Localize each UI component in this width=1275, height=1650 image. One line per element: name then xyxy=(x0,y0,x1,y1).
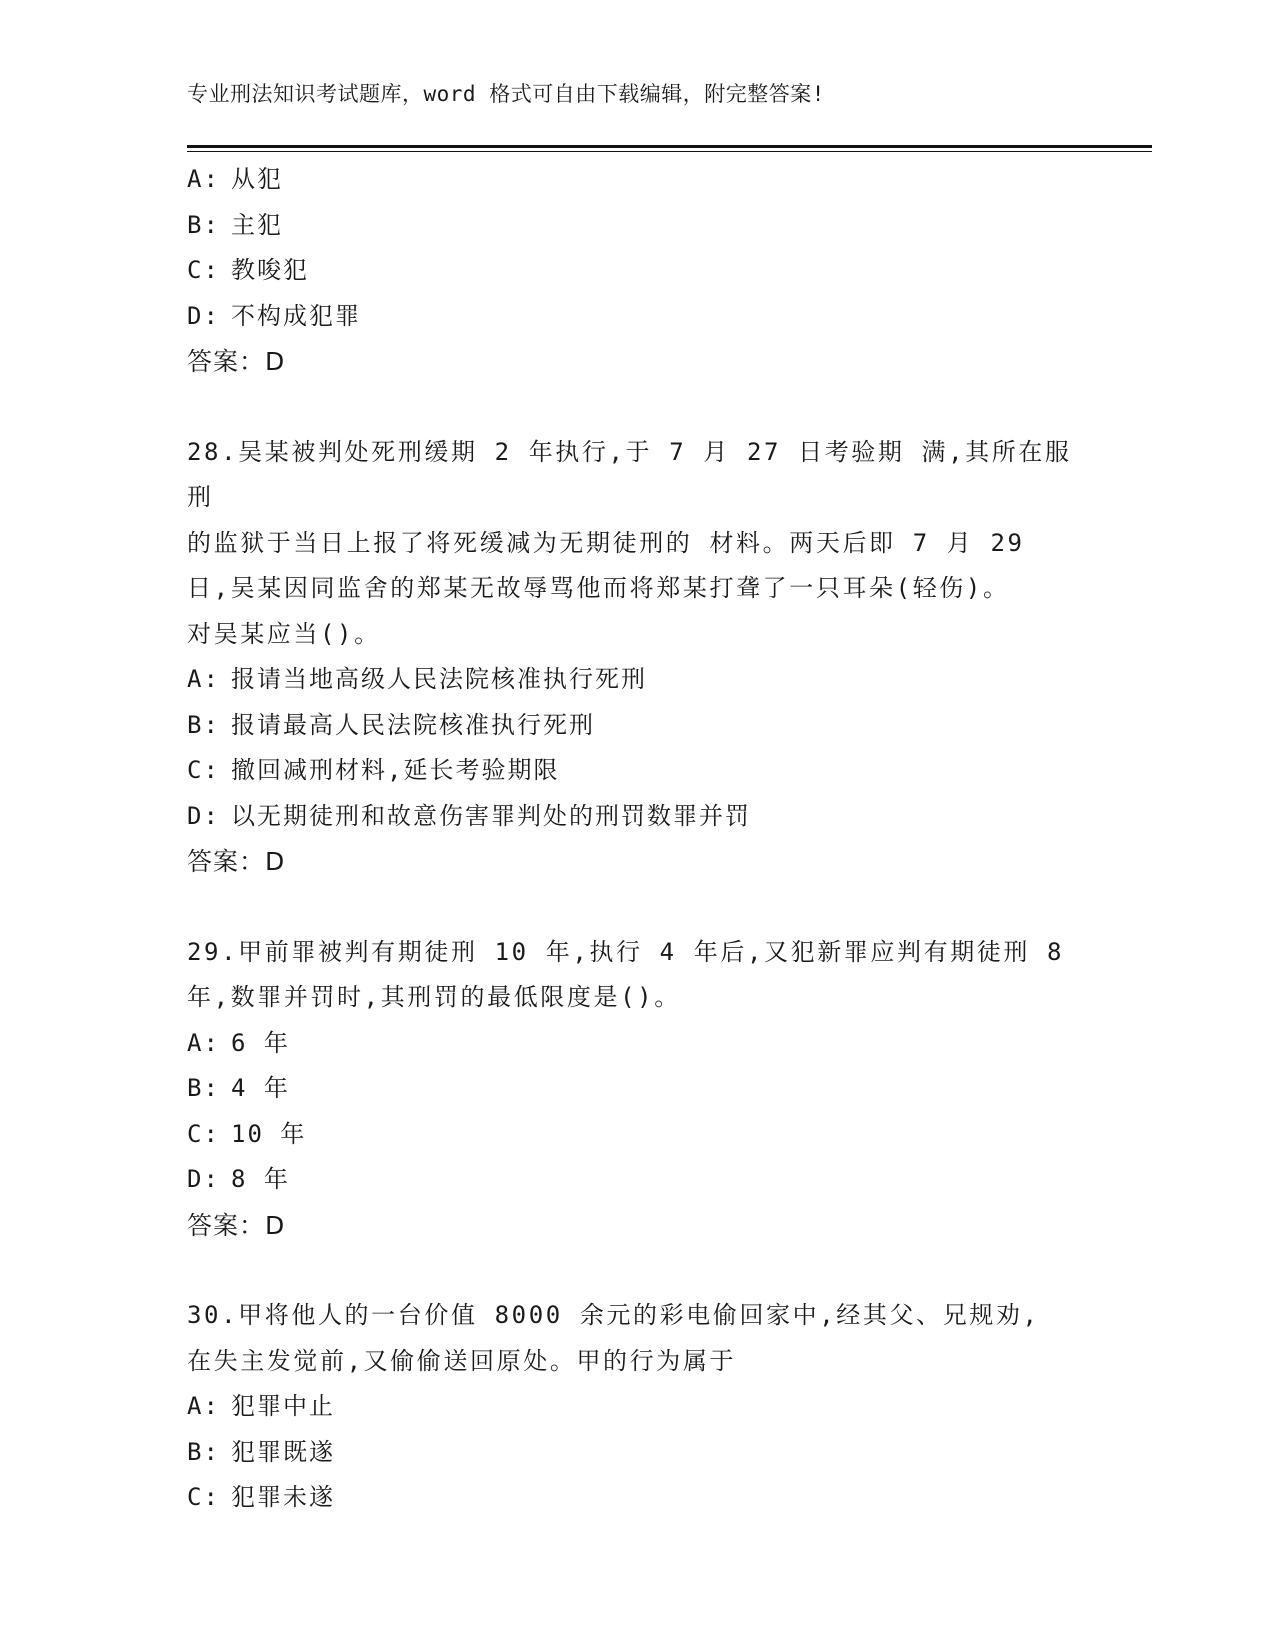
document-body xyxy=(187,157,1087,1521)
question-stem-line: 对吴某应当()。 xyxy=(187,619,381,648)
option-a: A: 犯罪中止 xyxy=(187,1392,335,1420)
option-c: C: 10 年 xyxy=(187,1119,307,1148)
header-rule-thick xyxy=(187,145,1152,148)
question-29 xyxy=(187,930,1087,1249)
question-stem-line: 在失主发觉前,又偷偷送回原处。甲的行为属于 xyxy=(187,1346,737,1375)
question-30 xyxy=(187,1293,1087,1521)
option-b: B: 4 年 xyxy=(187,1074,290,1102)
question-stem-line: 30.甲将他人的一台价值 8000 余元的彩电偷回家中,经其父、兄规劝, xyxy=(187,1301,1040,1329)
question-stem-line: 28.吴某被判处死刑缓期 2 年执行,于 7 月 27 日考验期 满,其所在服刑 xyxy=(187,437,1072,511)
option-c: C: 撤回减刑材料,延长考验期限 xyxy=(187,756,560,784)
answer-line: 答案：D xyxy=(187,347,286,376)
option-a: A: 报请当地高级人民法院核准执行死刑 xyxy=(187,665,647,693)
option-b: B: 犯罪既遂 xyxy=(187,1437,335,1466)
option-b: B: 报请最高人民法院核准执行死刑 xyxy=(187,710,595,739)
answer-line: 答案：D xyxy=(187,1210,286,1240)
page-header: 专业刑法知识考试题库，word 格式可自由下载编辑，附完整答案! xyxy=(187,82,825,106)
question-28 xyxy=(187,430,1087,885)
question-stem-line: 年,数罪并罚时,其刑罚的最低限度是()。 xyxy=(187,983,681,1011)
question-stem-line: 日,吴某因同监舍的郑某无故辱骂他而将郑某打聋了一只耳朵(轻伤)。 xyxy=(187,574,1010,602)
option-a: A: 6 年 xyxy=(187,1028,290,1057)
question-stem-line: 的监狱于当日上报了将死缓减为无期徒刑的 材料。两天后即 7 月 29 xyxy=(187,528,1025,557)
header-rule-thin xyxy=(187,151,1152,152)
option-c: C: 教唆犯 xyxy=(187,256,309,284)
option-a: A: 从犯 xyxy=(187,165,283,193)
answer-line: 答案：D xyxy=(187,847,286,876)
option-d: D: 8 年 xyxy=(187,1165,290,1193)
question-stem-line: 29.甲前罪被判有期徒刑 10 年,执行 4 年后,又犯新罪应判有期徒刑 8 xyxy=(187,937,1065,966)
prev-question-options xyxy=(187,157,1087,339)
option-d: D: 不构成犯罪 xyxy=(187,301,361,330)
option-b: B: 主犯 xyxy=(187,210,283,239)
option-d: D: 以无期徒刑和故意伤害罪判处的刑罚数罪并罚 xyxy=(187,801,751,830)
option-c: C: 犯罪未遂 xyxy=(187,1483,335,1511)
